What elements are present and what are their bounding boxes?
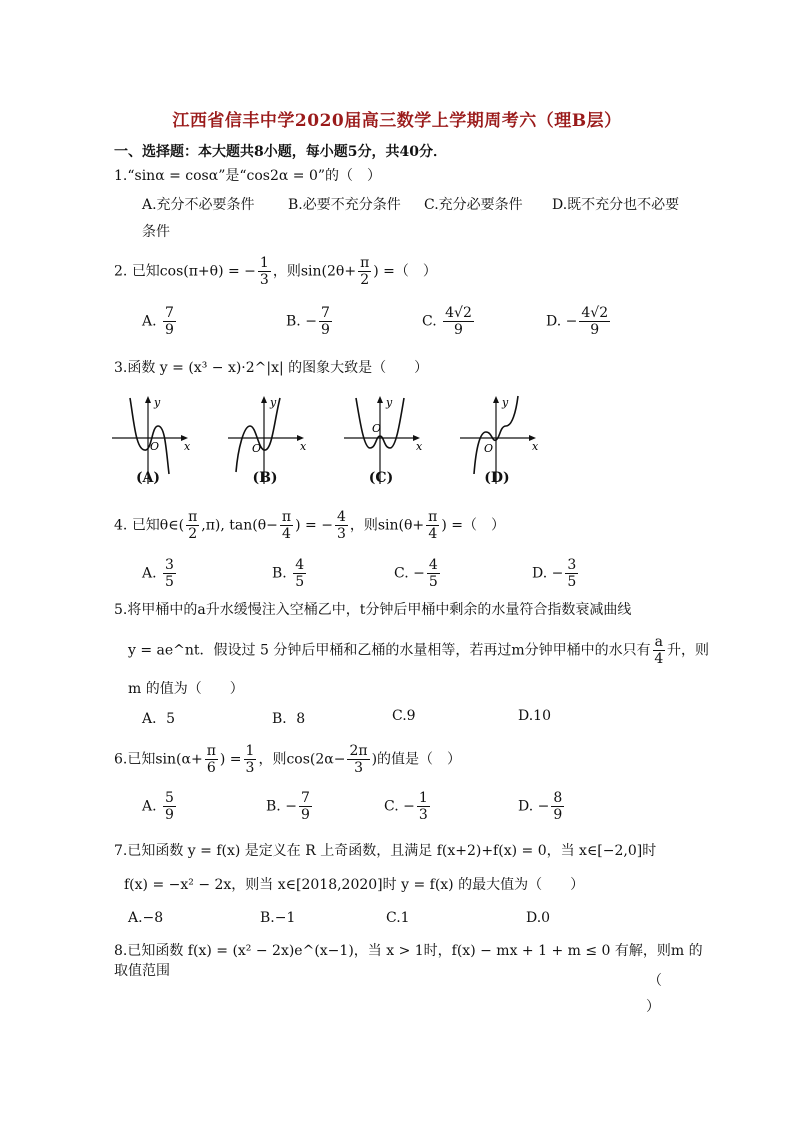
origin-label: O xyxy=(150,440,160,453)
question-2 xyxy=(114,255,437,288)
question-number: 6. xyxy=(114,751,128,768)
page-title: 江西省信丰中学2020届高三数学上学期周考六（理B层） xyxy=(172,111,622,131)
origin-label: O xyxy=(252,442,262,455)
question-7-line-1: 7.已知函数 y = f(x) 是定义在 R 上奇函数，且满足 f(x+2)+f(x) = 0，当 x∈[−2,0]时 xyxy=(114,843,657,859)
answer-paren-open: （ xyxy=(648,973,662,989)
question-4: 4. 已知θ∈( $\frac{\pi}{2}$ ,π), tan(θ− $\frac{\pi}{4}$ ) = − $\frac{4}{3}$ ，则sin(θ+ $\frac{\pi}{4}$ ) =（ ） xyxy=(114,509,506,542)
option-d-continuation: 条件 xyxy=(142,224,170,240)
question-stem: “sinα = cosα”是“cos2α = 0”的（ ） xyxy=(127,168,382,184)
question-6: 6.已知sin(α+ $\frac{\pi}{6}$ ) = $\frac{1}{3}$ ，则cos(2α− $\frac{2\pi}{3}$ )的值是（ ） xyxy=(114,743,462,776)
x-axis-label: x xyxy=(184,440,191,453)
question-number: 3. xyxy=(114,360,128,376)
question-number: 4. xyxy=(114,517,128,534)
option-b: B.必要不充分条件 xyxy=(288,197,401,213)
y-axis-arrow xyxy=(493,396,499,403)
stem-part: ，则sin(2θ+ xyxy=(272,263,357,280)
stem-part: ) =（ ） xyxy=(373,263,437,280)
answer-paren-close: ） xyxy=(646,999,660,1015)
graph-label-a: (A) xyxy=(135,470,161,486)
option-c: C. − $\frac{1}{3}$ xyxy=(384,790,428,823)
origin-label: O xyxy=(484,442,494,455)
option-d: D.既不充分也不必要 xyxy=(552,197,680,213)
section-heading: 一、选择题：本大题共8小题，每小题5分，共40分． xyxy=(114,144,447,160)
x-axis-label: x xyxy=(416,440,423,453)
question-number: 1. xyxy=(114,168,128,184)
question-number: 7. xyxy=(114,843,128,859)
y-axis-arrow xyxy=(145,396,151,403)
question-3 xyxy=(114,358,428,378)
curve xyxy=(236,398,280,472)
option-c: C.充分必要条件 xyxy=(424,197,523,213)
option-b: B. − $\frac{7}{9}$ xyxy=(266,790,310,823)
option-a: A. $\frac{7}{9}$ xyxy=(142,305,174,338)
option-c: C.1 xyxy=(386,910,410,926)
question-number: 8. xyxy=(114,943,128,959)
question-number: 2. xyxy=(114,263,128,280)
option-b: B. − $\frac{7}{9}$ xyxy=(286,305,330,338)
question-stem: 函数 y = (x³ − x)·2^|x| 的图象大致是（ ） xyxy=(127,360,429,376)
y-axis-label: y xyxy=(386,396,393,409)
question-5-line-2: y = ae^nt．假设过 5 分钟后甲桶和乙桶的水量相等，若再过m分钟甲桶中的水只有 $\frac{a}{4}$ 升，则 xyxy=(128,634,709,667)
question-7-line-2: f(x) = −x² − 2x，则当 x∈[2018,2020]时 y = f(x) 的最大值为（ ） xyxy=(124,877,585,893)
option-b: B．8 xyxy=(272,711,306,727)
option-d: D. − $\frac{8}{9}$ xyxy=(518,790,563,823)
option-a: A. $\frac{3}{5}$ xyxy=(142,557,174,590)
option-c: C. $\frac{4√2}{9}$ xyxy=(422,305,472,338)
origin-label: O xyxy=(372,422,382,435)
x-axis-label: x xyxy=(532,440,539,453)
y-axis-label: y xyxy=(270,396,277,409)
question-5-line-3: m 的值为（ ） xyxy=(128,681,244,697)
question-1 xyxy=(114,166,381,186)
question-8-line-1: 8.已知函数 f(x) = (x² − 2x)e^(x−1)，当 x > 1时，f(x) − mx + 1 + m ≤ 0 有解，则m 的取值范围 xyxy=(114,943,703,979)
question-number: 5. xyxy=(114,602,128,618)
option-b: B.−1 xyxy=(260,910,296,926)
question-5-line-1: 5.将甲桶中的a升水缓慢注入空桶乙中，t分钟后甲桶中剩余的水量符合指数衰减曲线 xyxy=(114,602,632,618)
option-d: D.0 xyxy=(526,910,551,926)
option-b: B. $\frac{4}{5}$ xyxy=(272,557,305,590)
y-axis-arrow xyxy=(377,396,383,403)
x-axis-label: x xyxy=(300,440,307,453)
fraction: $\frac{\pi}{2}$ xyxy=(360,255,370,288)
graph-label-c: (C) xyxy=(368,470,394,486)
graph-label-d: (D) xyxy=(484,470,510,486)
curve xyxy=(130,398,169,474)
graph-label-b: (B) xyxy=(252,470,278,486)
option-a: A．5 xyxy=(142,711,176,727)
fraction: $\frac{1}{3}$ xyxy=(259,255,269,288)
y-axis-arrow xyxy=(261,396,267,403)
y-axis-label: y xyxy=(502,396,509,409)
option-d: D. − $\frac{4√2}{9}$ xyxy=(546,305,609,338)
option-a: A.−8 xyxy=(128,910,164,926)
option-c: C.9 xyxy=(392,708,416,724)
y-axis-label: y xyxy=(154,396,161,409)
option-a: A. $\frac{5}{9}$ xyxy=(142,790,174,823)
option-d: D.10 xyxy=(518,708,551,724)
stem-part: 已知cos(π+θ) = − xyxy=(131,263,256,280)
option-d: D. − $\frac{3}{5}$ xyxy=(532,557,577,590)
option-c: C. − $\frac{4}{5}$ xyxy=(394,557,438,590)
option-a: A.充分不必要条件 xyxy=(142,197,255,213)
